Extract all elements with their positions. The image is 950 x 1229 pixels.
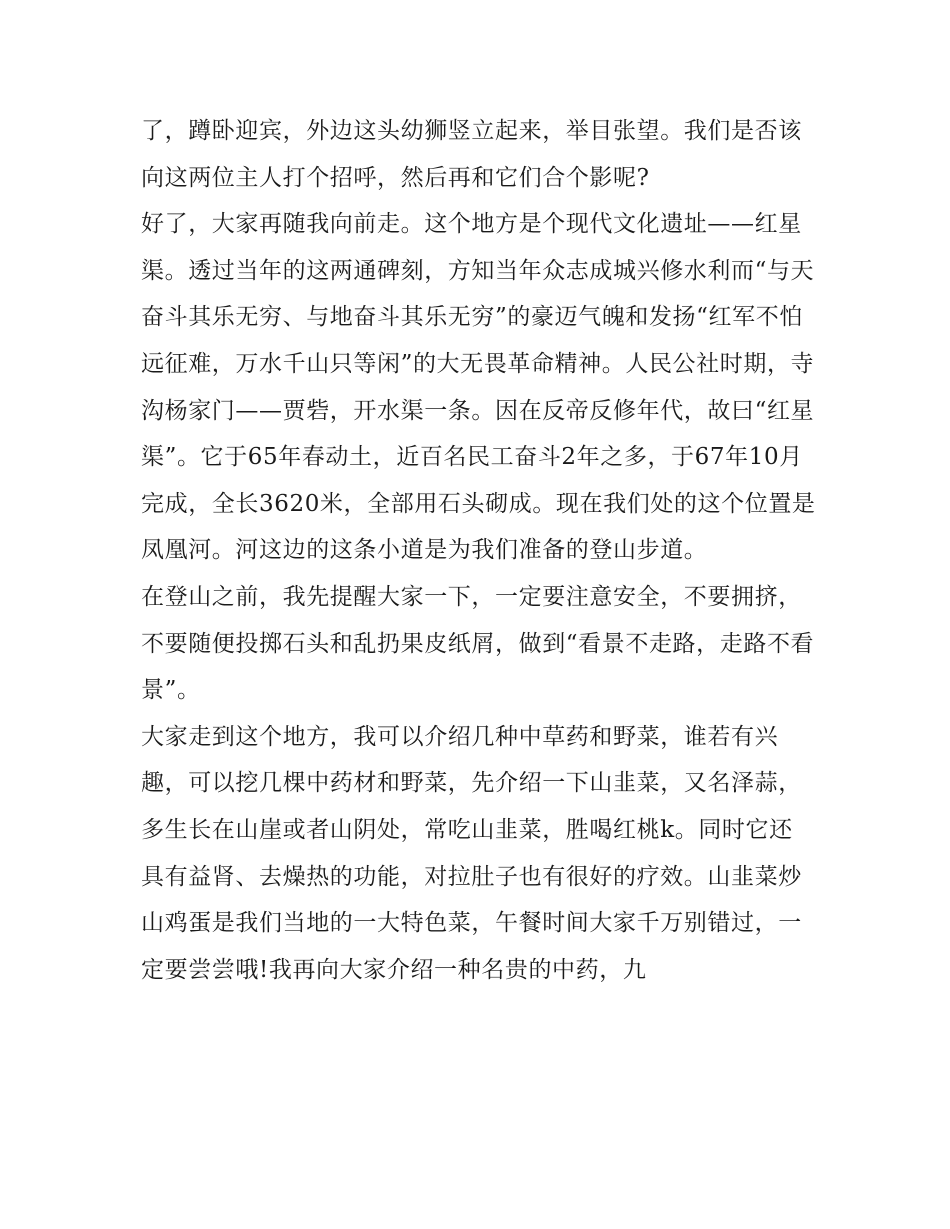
paragraph-safety-reminder: 在登山之前，我先提醒大家一下，一定要注意安全，不要拥挤，不要随便投掷石头和乱扔果皮纸屑，做到“看景不走路，走路不看景”。 xyxy=(141,583,815,704)
paragraph-herbs-vegetables: 大家走到这个地方，我可以介绍几种中草药和野菜，谁若有兴趣，可以挖几棵中药材和野菜，先介绍一下山韭菜，又名泽蒜，多生长在山崖或者山阴处，常吃山韭菜，胜喝红桃k。同时它还具有益肾、去燥热的功能，对拉肚子也有很好的疗效。山韭菜炒山鸡蛋是我们当地的一大特色菜，午餐时间大家千万别错过，一定要尝尝哦!我再向大家介绍一种名贵的中药，九 xyxy=(141,723,802,983)
paragraph-hongxing-canal: 好了，大家再随我向前走。这个地方是个现代文化遗址——红星渠。透过当年的这两通碑刻，方知当年众志成城兴修水利而“与天奋斗其乐无穷、与地奋斗其乐无穷”的豪迈气魄和发扬“红军不怕远征难，万水千山只等闲”的大无畏革命精神。人民公社时期，寺沟杨家门——贾砦，开水渠一条。因在反帝反修年代，故曰“红星渠”。它于65年春动土，近百名民工奋斗2年之多，于67年10月完成，全长3620米，全部用石头砌成。现在我们处的这个位置是凤凰河。河这边的这条小道是为我们准备的登山步道。 xyxy=(141,211,816,564)
document-body xyxy=(141,108,816,993)
paragraph-lion-greeting: 了，蹲卧迎宾，外边这头幼狮竖立起来，举目张望。我们是否该向这两位主人打个招呼，然后再和它们合个影呢? xyxy=(141,118,802,191)
